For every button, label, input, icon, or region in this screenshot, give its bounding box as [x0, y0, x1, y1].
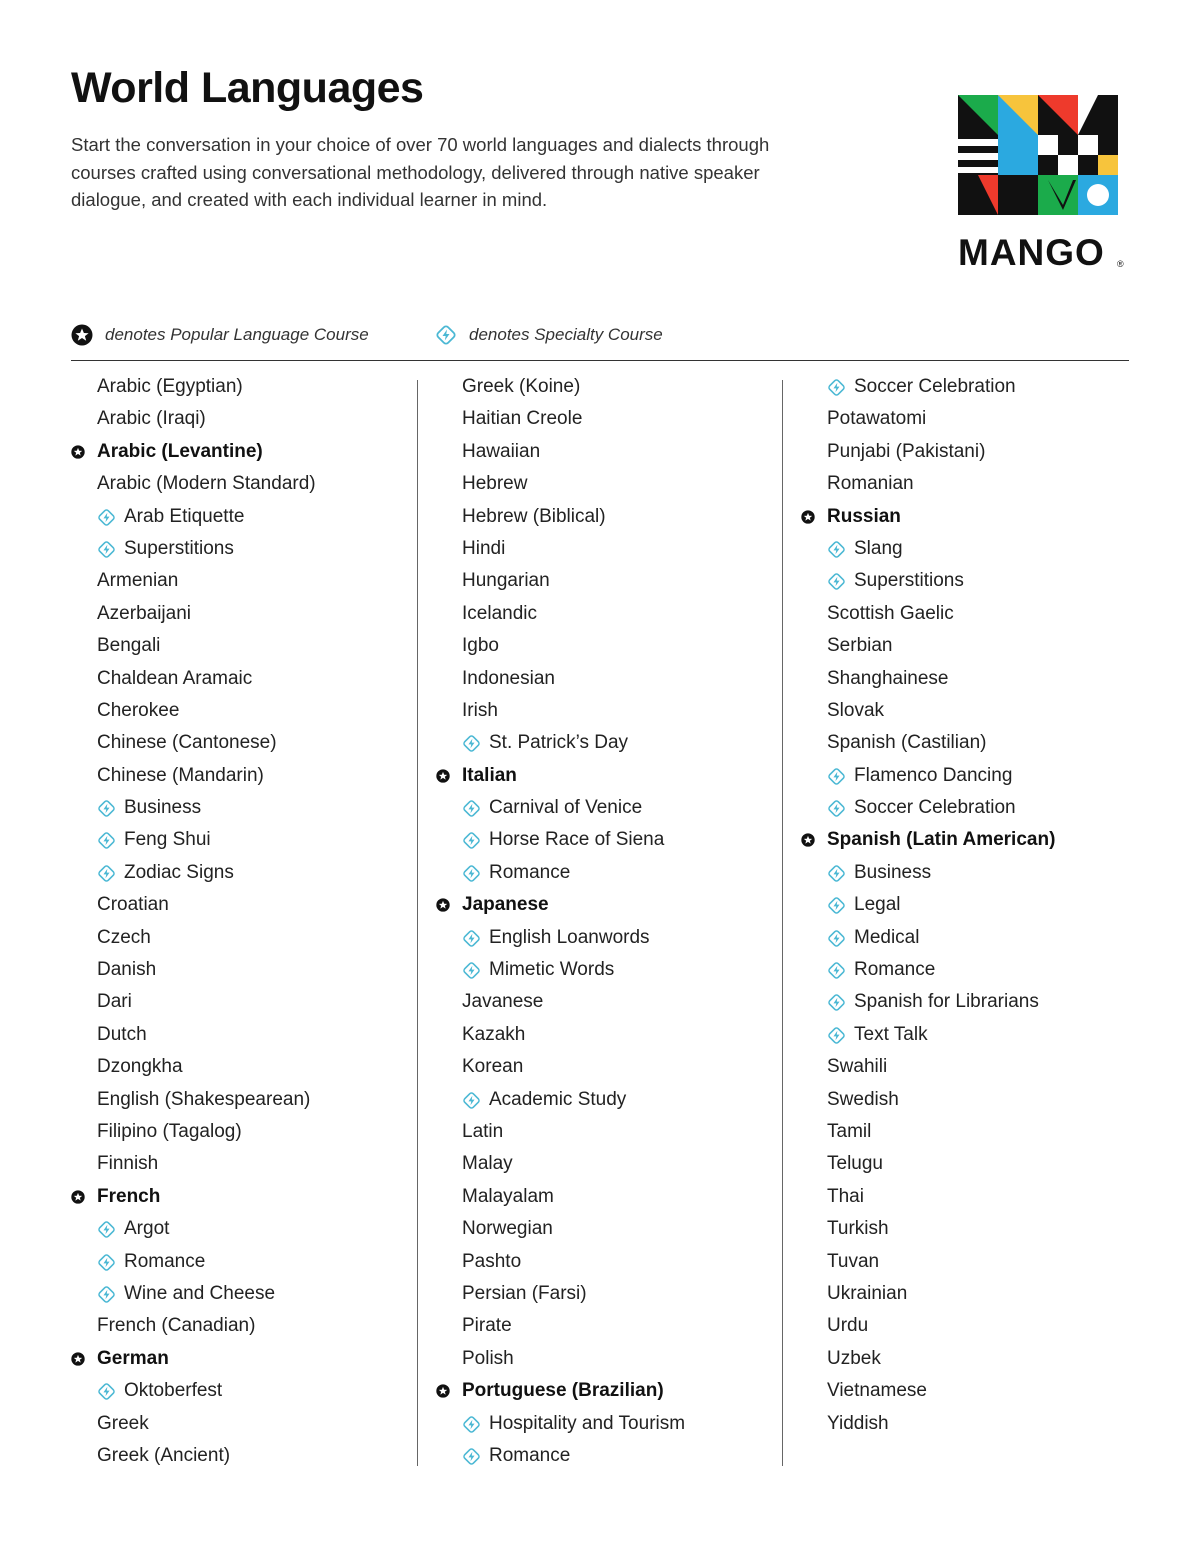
- language-item: [71, 371, 411, 403]
- specialty-lightning-icon: [462, 864, 481, 883]
- language-item: [71, 922, 411, 954]
- language-name: Hindi: [462, 537, 506, 559]
- language-item: [801, 1408, 1141, 1440]
- specialty-lightning-icon: [97, 1382, 116, 1401]
- language-item: [801, 727, 1141, 759]
- popular-star-icon: [71, 445, 85, 459]
- specialty-course-name: Feng Shui: [124, 829, 211, 851]
- specialty-course-item: [801, 760, 1141, 792]
- language-name: Yiddish: [827, 1412, 889, 1434]
- specialty-course-item: [71, 824, 411, 856]
- specialty-course-name: Mimetic Words: [489, 959, 615, 981]
- language-name: Potawatomi: [827, 408, 927, 430]
- language-item: [436, 501, 776, 533]
- specialty-course-item: [801, 954, 1141, 986]
- language-item: [801, 436, 1141, 468]
- specialty-course-name: Business: [854, 861, 932, 883]
- language-item: [436, 436, 776, 468]
- specialty-course-item: [801, 533, 1141, 565]
- specialty-lightning-icon: [462, 961, 481, 980]
- language-item: [436, 1213, 776, 1245]
- specialty-course-name: Superstitions: [854, 570, 964, 592]
- language-item: [71, 598, 411, 630]
- language-name: Telugu: [827, 1153, 883, 1175]
- language-name: French (Canadian): [97, 1315, 256, 1337]
- language-name: Pashto: [462, 1250, 522, 1272]
- specialty-course-item: [436, 727, 776, 759]
- specialty-course-name: St. Patrick’s Day: [489, 732, 629, 754]
- language-name: Punjabi (Pakistani): [827, 440, 986, 462]
- specialty-lightning-icon: [97, 508, 116, 527]
- specialty-course-item: [436, 1440, 776, 1472]
- specialty-course-item: [436, 1084, 776, 1116]
- language-name: Arabic (Modern Standard): [97, 473, 316, 495]
- language-name: Russian: [827, 505, 901, 527]
- specialty-course-name: Romance: [489, 1444, 571, 1466]
- language-item: [71, 1051, 411, 1083]
- language-name: Malay: [462, 1153, 513, 1175]
- popular-language-item: [436, 889, 776, 921]
- popular-language-item: [801, 824, 1141, 856]
- language-name: Norwegian: [462, 1218, 553, 1240]
- specialty-course-item: [436, 954, 776, 986]
- language-name: Italian: [462, 764, 517, 786]
- language-name: Chaldean Aramaic: [97, 667, 253, 689]
- language-column-2: [436, 371, 776, 1472]
- specialty-course-item: [801, 565, 1141, 597]
- specialty-course-name: Argot: [124, 1218, 170, 1240]
- language-item: [71, 1310, 411, 1342]
- specialty-course-name: Romance: [854, 959, 936, 981]
- language-name: Haitian Creole: [462, 408, 583, 430]
- language-item: [436, 1181, 776, 1213]
- language-item: [801, 1148, 1141, 1180]
- language-item: [436, 565, 776, 597]
- language-name: Scottish Gaelic: [827, 602, 954, 624]
- lightning-diamond-icon: [435, 324, 457, 346]
- language-item: [71, 727, 411, 759]
- specialty-course-name: Flamenco Dancing: [854, 764, 1013, 786]
- specialty-lightning-icon: [97, 1285, 116, 1304]
- language-name: Slovak: [827, 699, 885, 721]
- language-name: Greek (Ancient): [97, 1444, 231, 1466]
- popular-language-item: [71, 1181, 411, 1213]
- language-item: [436, 630, 776, 662]
- specialty-lightning-icon: [97, 1253, 116, 1272]
- language-item: [436, 403, 776, 435]
- language-item: [71, 954, 411, 986]
- language-name: Persian (Farsi): [462, 1282, 587, 1304]
- language-item: [71, 1116, 411, 1148]
- language-item: [71, 986, 411, 1018]
- language-name: Cherokee: [97, 699, 180, 721]
- specialty-course-item: [71, 1278, 411, 1310]
- legend-popular: [71, 322, 369, 348]
- language-item: [436, 1310, 776, 1342]
- language-item: [436, 371, 776, 403]
- language-name: Greek: [97, 1412, 149, 1434]
- language-item: [71, 630, 411, 662]
- specialty-course-name: English Loanwords: [489, 926, 650, 948]
- language-item: [436, 1246, 776, 1278]
- language-name: Armenian: [97, 570, 179, 592]
- language-item: [801, 1278, 1141, 1310]
- legend-popular-text: denotes Popular Language Course: [105, 325, 369, 344]
- language-item: [436, 468, 776, 500]
- language-name: Polish: [462, 1347, 514, 1369]
- page-title: World Languages: [71, 64, 424, 112]
- specialty-course-name: Legal: [854, 894, 901, 916]
- specialty-course-name: Slang: [854, 537, 903, 559]
- language-name: Indonesian: [462, 667, 555, 689]
- language-item: [436, 1051, 776, 1083]
- specialty-lightning-icon: [462, 734, 481, 753]
- language-name: Spanish (Latin American): [827, 829, 1056, 851]
- specialty-lightning-icon: [827, 864, 846, 883]
- language-item: [801, 1213, 1141, 1245]
- language-item: [71, 889, 411, 921]
- specialty-lightning-icon: [827, 993, 846, 1012]
- specialty-lightning-icon: [462, 1415, 481, 1434]
- popular-star-icon: [801, 510, 815, 524]
- language-name: Kazakh: [462, 1023, 526, 1045]
- specialty-course-item: [801, 889, 1141, 921]
- specialty-course-name: Text Talk: [854, 1023, 928, 1045]
- language-name: Hebrew: [462, 473, 528, 495]
- specialty-course-item: [436, 922, 776, 954]
- specialty-course-item: [801, 371, 1141, 403]
- specialty-course-item: [71, 1246, 411, 1278]
- specialty-lightning-icon: [462, 1091, 481, 1110]
- popular-star-icon: [436, 1384, 450, 1398]
- specialty-course-name: Wine and Cheese: [124, 1282, 276, 1304]
- language-item: [436, 695, 776, 727]
- popular-language-item: [436, 1375, 776, 1407]
- language-name: Korean: [462, 1056, 524, 1078]
- language-name: Javanese: [462, 991, 544, 1013]
- column-divider: [782, 380, 783, 1466]
- language-name: Finnish: [97, 1153, 159, 1175]
- language-item: [436, 986, 776, 1018]
- language-item: [801, 1051, 1141, 1083]
- column-divider: [417, 380, 418, 1466]
- specialty-course-name: Soccer Celebration: [854, 797, 1016, 819]
- language-name: Irish: [462, 699, 498, 721]
- language-item: [436, 1116, 776, 1148]
- language-name: Danish: [97, 959, 157, 981]
- specialty-course-name: Carnival of Venice: [489, 797, 643, 819]
- language-name: Chinese (Cantonese): [97, 732, 277, 754]
- language-name: Tuvan: [827, 1250, 880, 1272]
- language-name: Hawaiian: [462, 440, 541, 462]
- language-name: Thai: [827, 1185, 864, 1207]
- specialty-course-name: Medical: [854, 926, 920, 948]
- specialty-lightning-icon: [97, 864, 116, 883]
- specialty-course-name: Zodiac Signs: [124, 861, 234, 883]
- language-item: [801, 403, 1141, 435]
- language-item: [71, 1148, 411, 1180]
- language-column-3: [801, 371, 1141, 1440]
- language-name: Uzbek: [827, 1347, 881, 1369]
- header-divider: [71, 360, 1129, 361]
- specialty-course-name: Romance: [124, 1250, 206, 1272]
- popular-star-icon: [801, 833, 815, 847]
- language-name: Swahili: [827, 1056, 888, 1078]
- language-item: [436, 1148, 776, 1180]
- specialty-lightning-icon: [827, 767, 846, 786]
- specialty-course-item: [71, 792, 411, 824]
- language-name: Igbo: [462, 635, 499, 657]
- specialty-lightning-icon: [97, 831, 116, 850]
- language-item: [801, 663, 1141, 695]
- specialty-course-name: Soccer Celebration: [854, 376, 1016, 397]
- language-item: [801, 598, 1141, 630]
- popular-star-icon: [71, 1190, 85, 1204]
- language-name: English (Shakespearean): [97, 1088, 311, 1110]
- popular-star-icon: [436, 769, 450, 783]
- language-name: Pirate: [462, 1315, 512, 1337]
- popular-star-icon: [71, 1352, 85, 1366]
- specialty-course-item: [71, 501, 411, 533]
- language-name: Hungarian: [462, 570, 550, 592]
- specialty-course-name: Superstitions: [124, 537, 234, 559]
- mango-wordmark: MANGO: [958, 232, 1105, 273]
- specialty-course-item: [801, 922, 1141, 954]
- language-name: Czech: [97, 926, 151, 948]
- popular-language-item: [71, 436, 411, 468]
- language-item: [801, 1181, 1141, 1213]
- specialty-lightning-icon: [827, 961, 846, 980]
- language-name: Tamil: [827, 1120, 872, 1142]
- language-name: Ukrainian: [827, 1282, 908, 1304]
- popular-language-item: [801, 501, 1141, 533]
- language-item: [436, 598, 776, 630]
- specialty-lightning-icon: [462, 929, 481, 948]
- language-name: Latin: [462, 1120, 504, 1142]
- legend-specialty: [435, 322, 663, 348]
- specialty-course-item: [801, 1019, 1141, 1051]
- language-item: [436, 1019, 776, 1051]
- legend-specialty-text: denotes Specialty Course: [469, 325, 663, 344]
- specialty-lightning-icon: [827, 799, 846, 818]
- language-name: Arabic (Iraqi): [97, 408, 206, 430]
- language-name: Vietnamese: [827, 1380, 927, 1402]
- language-name: Dari: [97, 991, 132, 1013]
- specialty-course-name: Oktoberfest: [124, 1380, 223, 1402]
- specialty-lightning-icon: [462, 831, 481, 850]
- language-item: [436, 1278, 776, 1310]
- language-name: Azerbaijani: [97, 602, 191, 624]
- language-name: Hebrew (Biblical): [462, 505, 606, 527]
- language-name: Bengali: [97, 635, 161, 657]
- specialty-course-name: Spanish for Librarians: [854, 991, 1039, 1013]
- language-item: [71, 403, 411, 435]
- registered-mark: ®: [1117, 259, 1124, 269]
- language-item: [436, 1343, 776, 1375]
- specialty-course-item: [801, 986, 1141, 1018]
- language-item: [801, 1343, 1141, 1375]
- language-name: Serbian: [827, 635, 893, 657]
- specialty-course-name: Academic Study: [489, 1088, 627, 1110]
- specialty-course-name: Arab Etiquette: [124, 505, 245, 527]
- language-item: [71, 565, 411, 597]
- language-name: Spanish (Castilian): [827, 732, 987, 754]
- language-item: [801, 630, 1141, 662]
- language-item: [436, 533, 776, 565]
- specialty-lightning-icon: [827, 572, 846, 591]
- intro-paragraph: Start the conversation in your choice of over 70 world languages and dialects through courses crafted using conversational methodology, delivered through native speaker dialogue, and created with each individual learner in mind.: [71, 134, 770, 210]
- language-name: Filipino (Tagalog): [97, 1120, 242, 1142]
- specialty-course-name: Romance: [489, 861, 571, 883]
- specialty-course-item: [436, 792, 776, 824]
- specialty-course-name: Horse Race of Siena: [489, 829, 665, 851]
- language-item: [801, 1084, 1141, 1116]
- specialty-course-item: [801, 857, 1141, 889]
- language-item: [71, 1084, 411, 1116]
- specialty-course-item: [71, 857, 411, 889]
- language-item: [436, 663, 776, 695]
- star-circle-icon: [71, 324, 93, 346]
- specialty-lightning-icon: [827, 378, 846, 397]
- specialty-lightning-icon: [827, 1026, 846, 1045]
- specialty-lightning-icon: [97, 799, 116, 818]
- language-name: Croatian: [97, 894, 169, 916]
- specialty-course-name: Hospitality and Tourism: [489, 1412, 686, 1434]
- specialty-course-item: [436, 1408, 776, 1440]
- language-name: Dzongkha: [97, 1056, 183, 1078]
- language-item: [71, 1019, 411, 1051]
- language-item: [71, 760, 411, 792]
- language-name: Greek (Koine): [462, 376, 581, 397]
- language-name: Romanian: [827, 473, 914, 495]
- language-name: Portuguese (Brazilian): [462, 1380, 664, 1402]
- specialty-lightning-icon: [827, 540, 846, 559]
- language-item: [801, 468, 1141, 500]
- specialty-course-item: [436, 824, 776, 856]
- language-name: Japanese: [462, 894, 549, 916]
- language-item: [801, 695, 1141, 727]
- popular-language-item: [71, 1343, 411, 1375]
- popular-star-icon: [436, 898, 450, 912]
- language-name: Swedish: [827, 1088, 899, 1110]
- specialty-course-item: [71, 1213, 411, 1245]
- specialty-lightning-icon: [462, 799, 481, 818]
- specialty-lightning-icon: [827, 896, 846, 915]
- specialty-lightning-icon: [97, 1220, 116, 1239]
- language-name: Turkish: [827, 1218, 889, 1240]
- language-name: Malayalam: [462, 1185, 554, 1207]
- specialty-course-name: Business: [124, 797, 202, 819]
- specialty-course-item: [436, 857, 776, 889]
- language-column-1: [71, 371, 411, 1472]
- language-item: [801, 1375, 1141, 1407]
- specialty-lightning-icon: [827, 929, 846, 948]
- language-item: [801, 1116, 1141, 1148]
- language-name: Icelandic: [462, 602, 537, 624]
- language-name: French: [97, 1185, 161, 1207]
- language-item: [801, 1246, 1141, 1278]
- specialty-lightning-icon: [462, 1447, 481, 1466]
- specialty-course-item: [71, 1375, 411, 1407]
- language-item: [71, 695, 411, 727]
- language-item: [71, 663, 411, 695]
- language-item: [71, 468, 411, 500]
- language-name: German: [97, 1347, 169, 1369]
- language-name: Arabic (Egyptian): [97, 376, 243, 397]
- language-item: [71, 1408, 411, 1440]
- language-item: [71, 1440, 411, 1472]
- language-item: [801, 1310, 1141, 1342]
- specialty-course-item: [71, 533, 411, 565]
- specialty-course-item: [801, 792, 1141, 824]
- language-name: Shanghainese: [827, 667, 949, 689]
- language-name: Urdu: [827, 1315, 869, 1337]
- popular-language-item: [436, 760, 776, 792]
- language-name: Dutch: [97, 1023, 147, 1045]
- language-name: Chinese (Mandarin): [97, 764, 264, 786]
- language-name: Arabic (Levantine): [97, 440, 263, 462]
- specialty-lightning-icon: [97, 540, 116, 559]
